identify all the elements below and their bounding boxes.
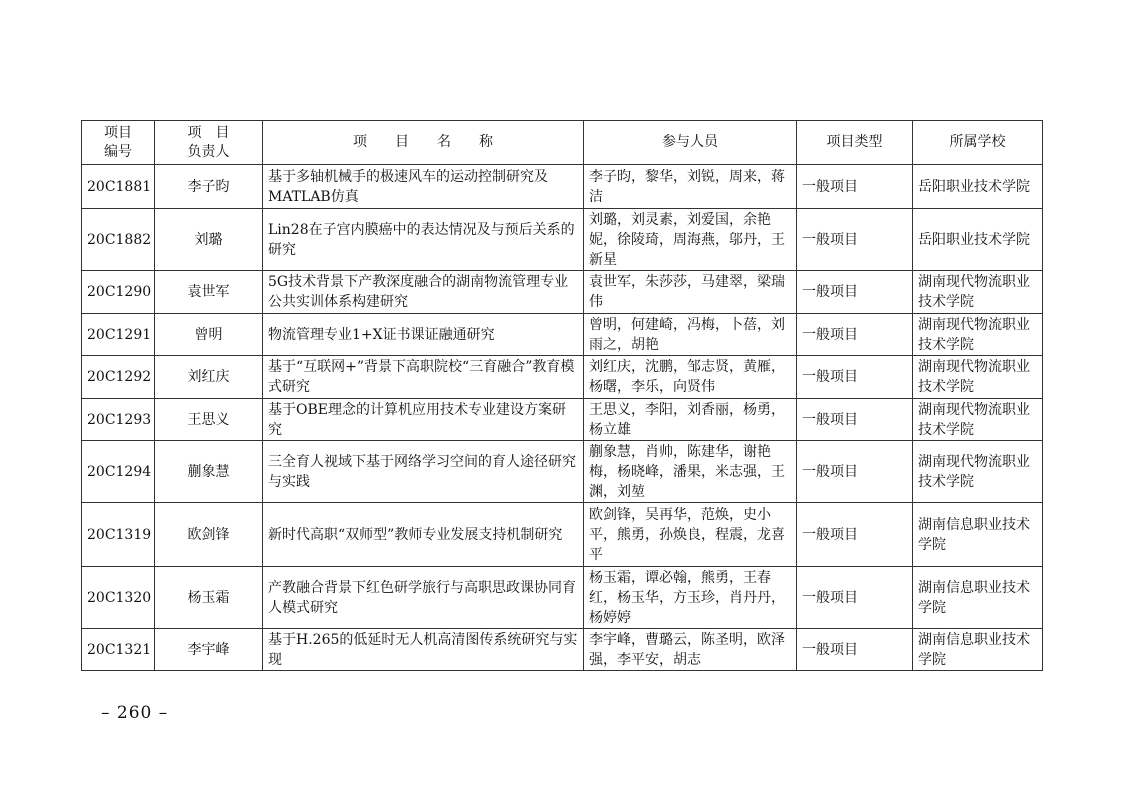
cell-project-type: 一般项目 (797, 271, 913, 314)
cell-project-type: 一般项目 (797, 567, 913, 629)
cell-project-type: 一般项目 (797, 503, 913, 567)
table-row (82, 356, 1043, 399)
header-participants (584, 121, 797, 165)
header-school (913, 121, 1043, 165)
cell-leader: 李宇峰 (155, 629, 263, 671)
cell-participants: 欧剑锋，吴再华，范焕，史小平，熊勇，孙焕良，程震，龙喜平 (584, 503, 797, 567)
cell-leader: 王思义 (155, 399, 263, 441)
cell-project-id: 20C1882 (82, 209, 155, 271)
cell-leader: 欧剑锋 (155, 503, 263, 567)
cell-project-name: 基于“互联网+”背景下高职院校“三育融合”教育模式研究 (263, 356, 584, 399)
cell-leader: 刘红庆 (155, 356, 263, 399)
cell-project-type: 一般项目 (797, 356, 913, 399)
header-project-name-line1: 项 目 名 称 (353, 134, 493, 150)
cell-participants: 蒯象慧，肖帅，陈建华，谢艳梅，杨晓峰，潘果，米志强，王渊，刘堃 (584, 441, 797, 503)
cell-project-id: 20C1291 (82, 314, 155, 356)
cell-project-name: 三全育人视域下基于网络学习空间的育人途径研究与实践 (263, 441, 584, 503)
cell-project-id: 20C1319 (82, 503, 155, 567)
cell-project-id: 20C1292 (82, 356, 155, 399)
table-row (82, 399, 1043, 441)
cell-project-id: 20C1321 (82, 629, 155, 671)
header-leader-line2: 负责人 (187, 143, 230, 160)
cell-participants: 刘璐，刘灵素，刘爱国，余艳妮，徐陵琦，周海燕，邬丹，王新星 (584, 209, 797, 271)
cell-project-name: 基于OBE理念的计算机应用技术专业建设方案研究 (263, 399, 584, 441)
cell-project-type: 一般项目 (797, 399, 913, 441)
cell-school: 岳阳职业技术学院 (913, 165, 1043, 209)
cell-school: 湖南现代物流职业技术学院 (913, 271, 1043, 314)
page-number: – 260 – (101, 703, 169, 723)
header-project-id-line1: 项目 (104, 124, 132, 141)
cell-project-name: 物流管理专业1+X证书课证融通研究 (263, 314, 584, 356)
cell-school: 湖南信息职业技术学院 (913, 567, 1043, 629)
cell-project-id: 20C1881 (82, 165, 155, 209)
cell-school: 湖南信息职业技术学院 (913, 629, 1043, 671)
cell-project-type: 一般项目 (797, 314, 913, 356)
cell-school: 湖南信息职业技术学院 (913, 503, 1043, 567)
cell-project-name: 基于H.265的低延时无人机高清图传系统研究与实现 (263, 629, 584, 671)
cell-project-id: 20C1293 (82, 399, 155, 441)
cell-school: 湖南现代物流职业技术学院 (913, 314, 1043, 356)
header-school-line1: 所属学校 (949, 134, 1006, 150)
table-row (82, 441, 1043, 503)
header-project-id (82, 121, 155, 165)
table-row (82, 271, 1043, 314)
table-row (82, 314, 1043, 356)
cell-leader: 袁世军 (155, 271, 263, 314)
cell-participants: 曾明，何建崎，冯梅，卜蓓，刘雨之，胡艳 (584, 314, 797, 356)
table-row (82, 567, 1043, 629)
cell-leader: 李子昀 (155, 165, 263, 209)
cell-project-type: 一般项目 (797, 209, 913, 271)
cell-school: 湖南现代物流职业技术学院 (913, 441, 1043, 503)
table-row (82, 165, 1043, 209)
header-participants-line1: 参与人员 (662, 134, 718, 150)
project-table (81, 120, 1043, 671)
cell-project-name: 新时代高职“双师型”教师专业发展支持机制研究 (263, 503, 584, 567)
cell-leader: 刘璐 (155, 209, 263, 271)
cell-leader: 曾明 (155, 314, 263, 356)
header-project-type-line1: 项目类型 (826, 134, 883, 150)
cell-project-name: 产教融合背景下红色研学旅行与高职思政课协同育人模式研究 (263, 567, 584, 629)
cell-leader: 杨玉霜 (155, 567, 263, 629)
table-body (82, 165, 1043, 671)
cell-project-type: 一般项目 (797, 165, 913, 209)
cell-project-name: 5G技术背景下产教深度融合的湖南物流管理专业公共实训体系构建研究 (263, 271, 584, 314)
cell-participants: 杨玉霜，谭必翰，熊勇，王春红，杨玉华，方玉珍，肖丹丹，杨婷婷 (584, 567, 797, 629)
cell-project-id: 20C1320 (82, 567, 155, 629)
cell-project-type: 一般项目 (797, 441, 913, 503)
cell-participants: 袁世军，朱莎莎，马建翠，梁瑞伟 (584, 271, 797, 314)
header-leader-line1: 项 目 (187, 124, 230, 141)
table-row (82, 503, 1043, 567)
cell-participants: 李子昀，黎华，刘锐，周来，蒋洁 (584, 165, 797, 209)
cell-leader: 蒯象慧 (155, 441, 263, 503)
cell-school: 岳阳职业技术学院 (913, 209, 1043, 271)
header-project-type (797, 121, 913, 165)
cell-project-id: 20C1290 (82, 271, 155, 314)
header-leader (155, 121, 263, 165)
cell-project-name: Lin28在子宫内膜癌中的表达情况及与预后关系的研究 (263, 209, 584, 271)
table-header-row (82, 121, 1043, 165)
header-project-id-line2: 编号 (104, 143, 132, 160)
cell-school: 湖南现代物流职业技术学院 (913, 356, 1043, 399)
table-row (82, 629, 1043, 671)
cell-participants: 李宇峰，曹璐云，陈圣明，欧泽强，李平安，胡志 (584, 629, 797, 671)
cell-participants: 刘红庆，沈鹏，邹志贤，黄雁，杨曙，李乐，向贤伟 (584, 356, 797, 399)
cell-participants: 王思义，李阳，刘香丽，杨勇，杨立雄 (584, 399, 797, 441)
cell-project-id: 20C1294 (82, 441, 155, 503)
header-project-name (263, 121, 584, 165)
cell-project-type: 一般项目 (797, 629, 913, 671)
table-row (82, 209, 1043, 271)
cell-project-name: 基于多轴机械手的极速风车的运动控制研究及MATLAB仿真 (263, 165, 584, 209)
cell-school: 湖南现代物流职业技术学院 (913, 399, 1043, 441)
